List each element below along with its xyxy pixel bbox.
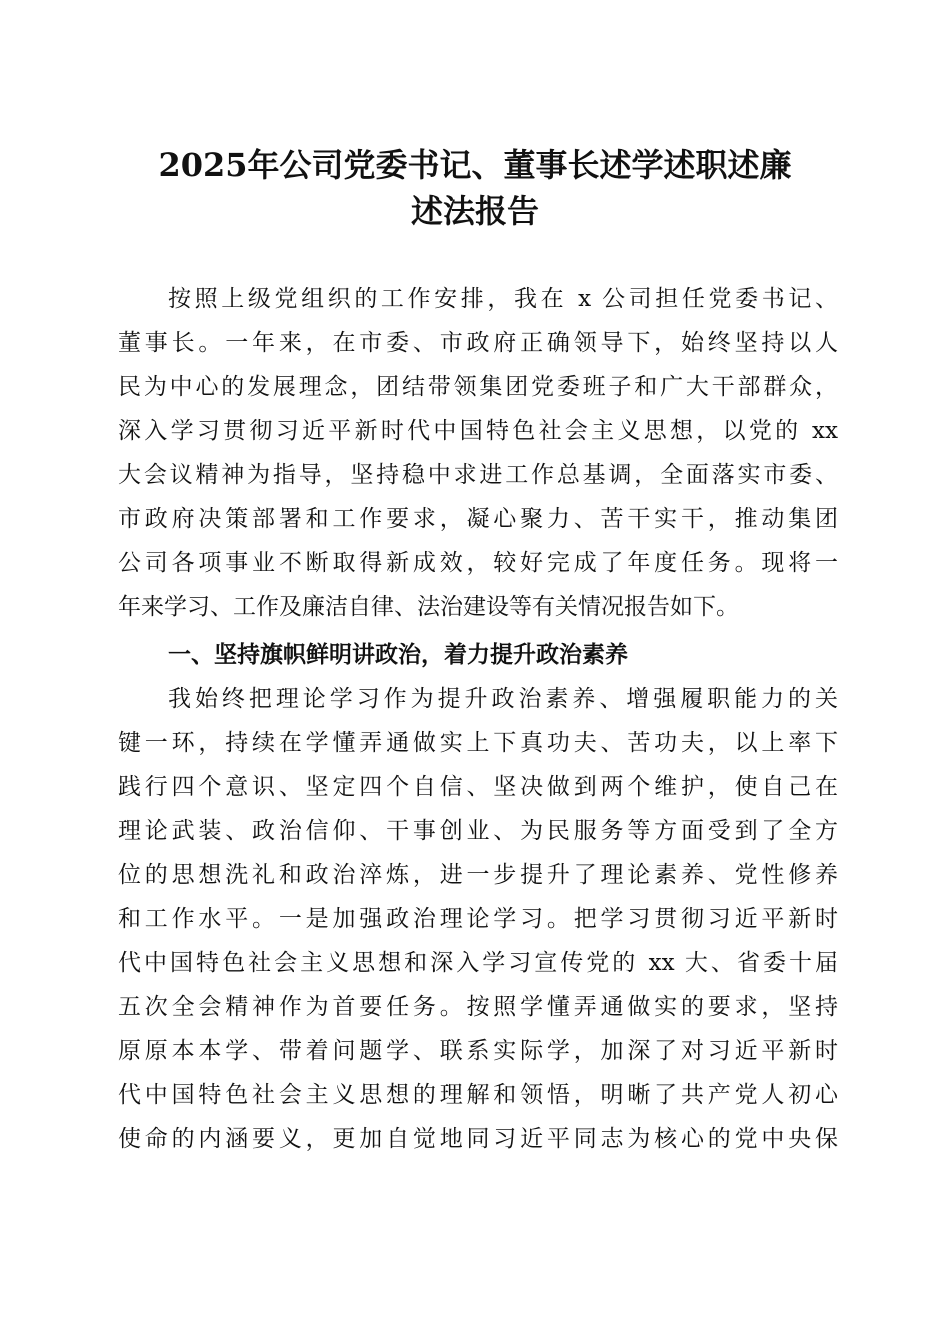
paragraph-line: 年来学习、工作及廉洁自律、法治建设等有关情况报告如下。 xyxy=(118,594,739,620)
paragraph-line: 理论武装、政治信仰、干事创业、为民服务等方面受到了全方 xyxy=(118,818,838,844)
paragraph-line: 民为中心的发展理念，团结带领集团党委班子和广大干部群众， xyxy=(118,374,838,400)
paragraph-line: 公司各项事业不断取得新成效，较好完成了年度任务。现将一 xyxy=(118,550,838,576)
paragraph-line: 位的思想洗礼和政治淬炼，进一步提升了理论素养、党性修养 xyxy=(118,862,838,888)
paragraph-line: 按照上级党组织的工作安排，我在 x 公司担任党委书记、 xyxy=(168,286,838,312)
paragraph-line: 深入学习贯彻习近平新时代中国特色社会主义思想，以党的 xx xyxy=(118,418,838,444)
paragraph-line: 代中国特色社会主义思想和深入学习宣传党的 xx 大、省委十届 xyxy=(118,950,838,976)
paragraph-line: 五次全会精神作为首要任务。按照学懂弄通做实的要求，坚持 xyxy=(118,994,838,1020)
paragraph-line: 代中国特色社会主义思想的理解和领悟，明晰了共产党人初心 xyxy=(118,1082,838,1108)
document-title-line-2: 述法报告 xyxy=(410,192,539,230)
paragraph-line: 我始终把理论学习作为提升政治素养、增强履职能力的关 xyxy=(168,686,838,712)
paragraph-line: 市政府决策部署和工作要求，凝心聚力、苦干实干，推动集团 xyxy=(118,506,838,532)
paragraph-line: 践行四个意识、坚定四个自信、坚决做到两个维护，使自己在 xyxy=(118,774,838,800)
document-title-line-1: 2025年公司党委书记、董事长述学述职述廉 xyxy=(158,146,792,184)
paragraph-line: 和工作水平。一是加强政治理论学习。把学习贯彻习近平新时 xyxy=(118,906,838,932)
section-heading: 一、坚持旗帜鲜明讲政治，着力提升政治素养 xyxy=(168,642,628,668)
paragraph-line: 大会议精神为指导，坚持稳中求进工作总基调，全面落实市委、 xyxy=(118,462,838,488)
paragraph-line: 使命的内涵要义，更加自觉地同习近平同志为核心的党中央保 xyxy=(118,1126,838,1152)
paragraph-line: 键一环，持续在学懂弄通做实上下真功夫、苦功夫，以上率下 xyxy=(118,730,838,756)
paragraph-line: 原原本本学、带着问题学、联系实际学，加深了对习近平新时 xyxy=(118,1038,838,1064)
paragraph-line: 董事长。一年来，在市委、市政府正确领导下，始终坚持以人 xyxy=(118,330,838,356)
